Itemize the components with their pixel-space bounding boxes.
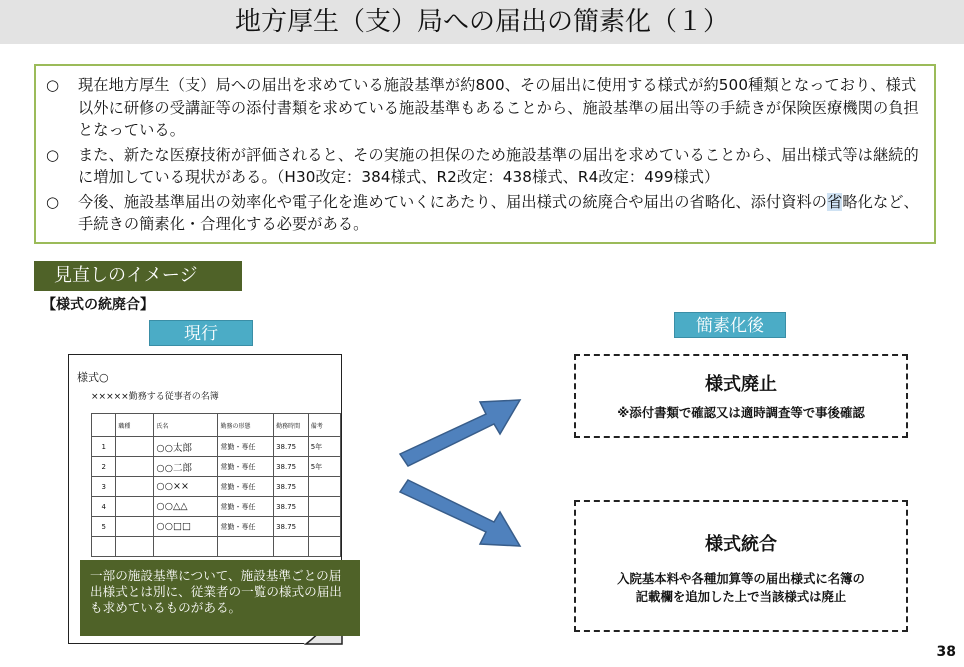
row-name: ○○×× [154,477,218,497]
outcome-abolish-title: 様式廃止 [705,374,777,395]
header-cell: 氏名 [154,414,218,437]
header-cell: 職種 [116,414,154,437]
row-position [116,437,154,457]
table-row [92,437,341,457]
row-form: 常勤・専任 [218,457,274,477]
table-row [92,477,341,497]
row-name: ○○二郎 [154,457,218,477]
summary-bullet-3 [46,191,924,236]
outcome-abolish-box [574,354,908,438]
row-name: ○○太郎 [154,437,218,457]
summary-box [34,64,936,244]
page-number: 38 [936,644,956,660]
row-note: 5年 [308,437,340,457]
table-row-empty [92,537,341,557]
title-bar [0,0,964,44]
tag-current: 現行 [149,320,253,346]
row-hours: 38.75 [274,517,309,537]
row-position [116,457,154,477]
row-name: ○○□□ [154,517,218,537]
row-name: ○○△△ [154,497,218,517]
row-position [116,477,154,497]
outcome-merge-box [574,500,908,632]
row-form: 常勤・専任 [218,437,274,457]
roster-table [91,413,341,557]
row-note [308,517,340,537]
bullet-circle-icon: ○ [46,76,60,94]
row-note [308,477,340,497]
row-no: 5 [92,517,116,537]
header-cell: 備考 [308,414,340,437]
text-highlight: 省 [827,192,843,211]
header-cell: 勤務の形態 [218,414,274,437]
row-position [116,497,154,517]
row-form: 常勤・専任 [218,517,274,537]
row-no: 1 [92,437,116,457]
summary-bullet-2 [46,144,924,189]
tag-after-simplification: 簡素化後 [674,312,786,338]
row-hours: 38.75 [274,457,309,477]
table-header-row [92,414,341,437]
bullet-text-1: 現在地方厚生（支）局への届出を求めている施設基準が約800、その届出に使用する様式が約500種類となっており、様式以外に研修の受講証等の添付書類を求めている施設基準もあることから、施設基準の届出等の手続きが保険医療機関の負担となっている。 [78,76,919,139]
header-cell: 勤務時間 [274,414,309,437]
page-title: 地方厚生（支）局への届出の簡素化（１） [234,7,729,37]
table-row [92,517,341,537]
summary-bullet-1 [46,74,924,142]
row-form: 常勤・専任 [218,497,274,517]
outcome-merge-title: 様式統合 [705,534,777,555]
outcome-abolish-body: ※添付書類で確認又は適時調査等で事後確認 [617,405,865,420]
section-label-review: 見直しのイメージ [34,261,242,291]
form-title: 様式○ [77,371,109,384]
arrow-down-right-icon [396,474,526,554]
row-hours: 38.75 [274,437,309,457]
row-hours: 38.75 [274,497,309,517]
bullet-text-2: また、新たな医療技術が評価されると、その実施の担保のため施設基準の届出を求めていることから、届出様式等は継続的に増加している現状がある。（H30改定：384様式、R2改定：438様式、R4改定：499様式） [78,145,919,186]
form-note-callout: 一部の施設基準について、施設基準ごとの届出様式とは別に、従業者の一覧の様式の届出も求めているものがある。 [80,560,360,636]
outcome-merge-body-2: 記載欄を追加した上で当該様式は廃止 [635,589,847,604]
bullet-text-3a: 今後、施設基準届出の効率化や電子化を進めていくにあたり、届出様式の統廃合や届出の省略化、添付資料の [78,192,828,211]
bullet-text-3b: 略化など、手続きの簡素化・合理化する必要がある。 [78,192,919,233]
header-cell [92,414,116,437]
row-note [308,497,340,517]
bullet-circle-icon: ○ [46,145,60,164]
table-row [92,497,341,517]
row-no: 4 [92,497,116,517]
outcome-merge-body-1: 入院基本料や各種加算等の届出様式に名簿の [617,571,865,586]
row-position [116,517,154,537]
form-subtitle: ×××××勤務する従事者の名簿 [91,392,219,402]
row-hours: 38.75 [274,477,309,497]
row-form: 常勤・専任 [218,477,274,497]
row-no: 2 [92,457,116,477]
table-row [92,457,341,477]
sub-label-consolidation: 【様式の統廃合】 [42,297,154,313]
arrow-up-right-icon [396,392,526,472]
row-no: 3 [92,477,116,497]
row-note: 5年 [308,457,340,477]
bullet-circle-icon: ○ [46,192,60,211]
